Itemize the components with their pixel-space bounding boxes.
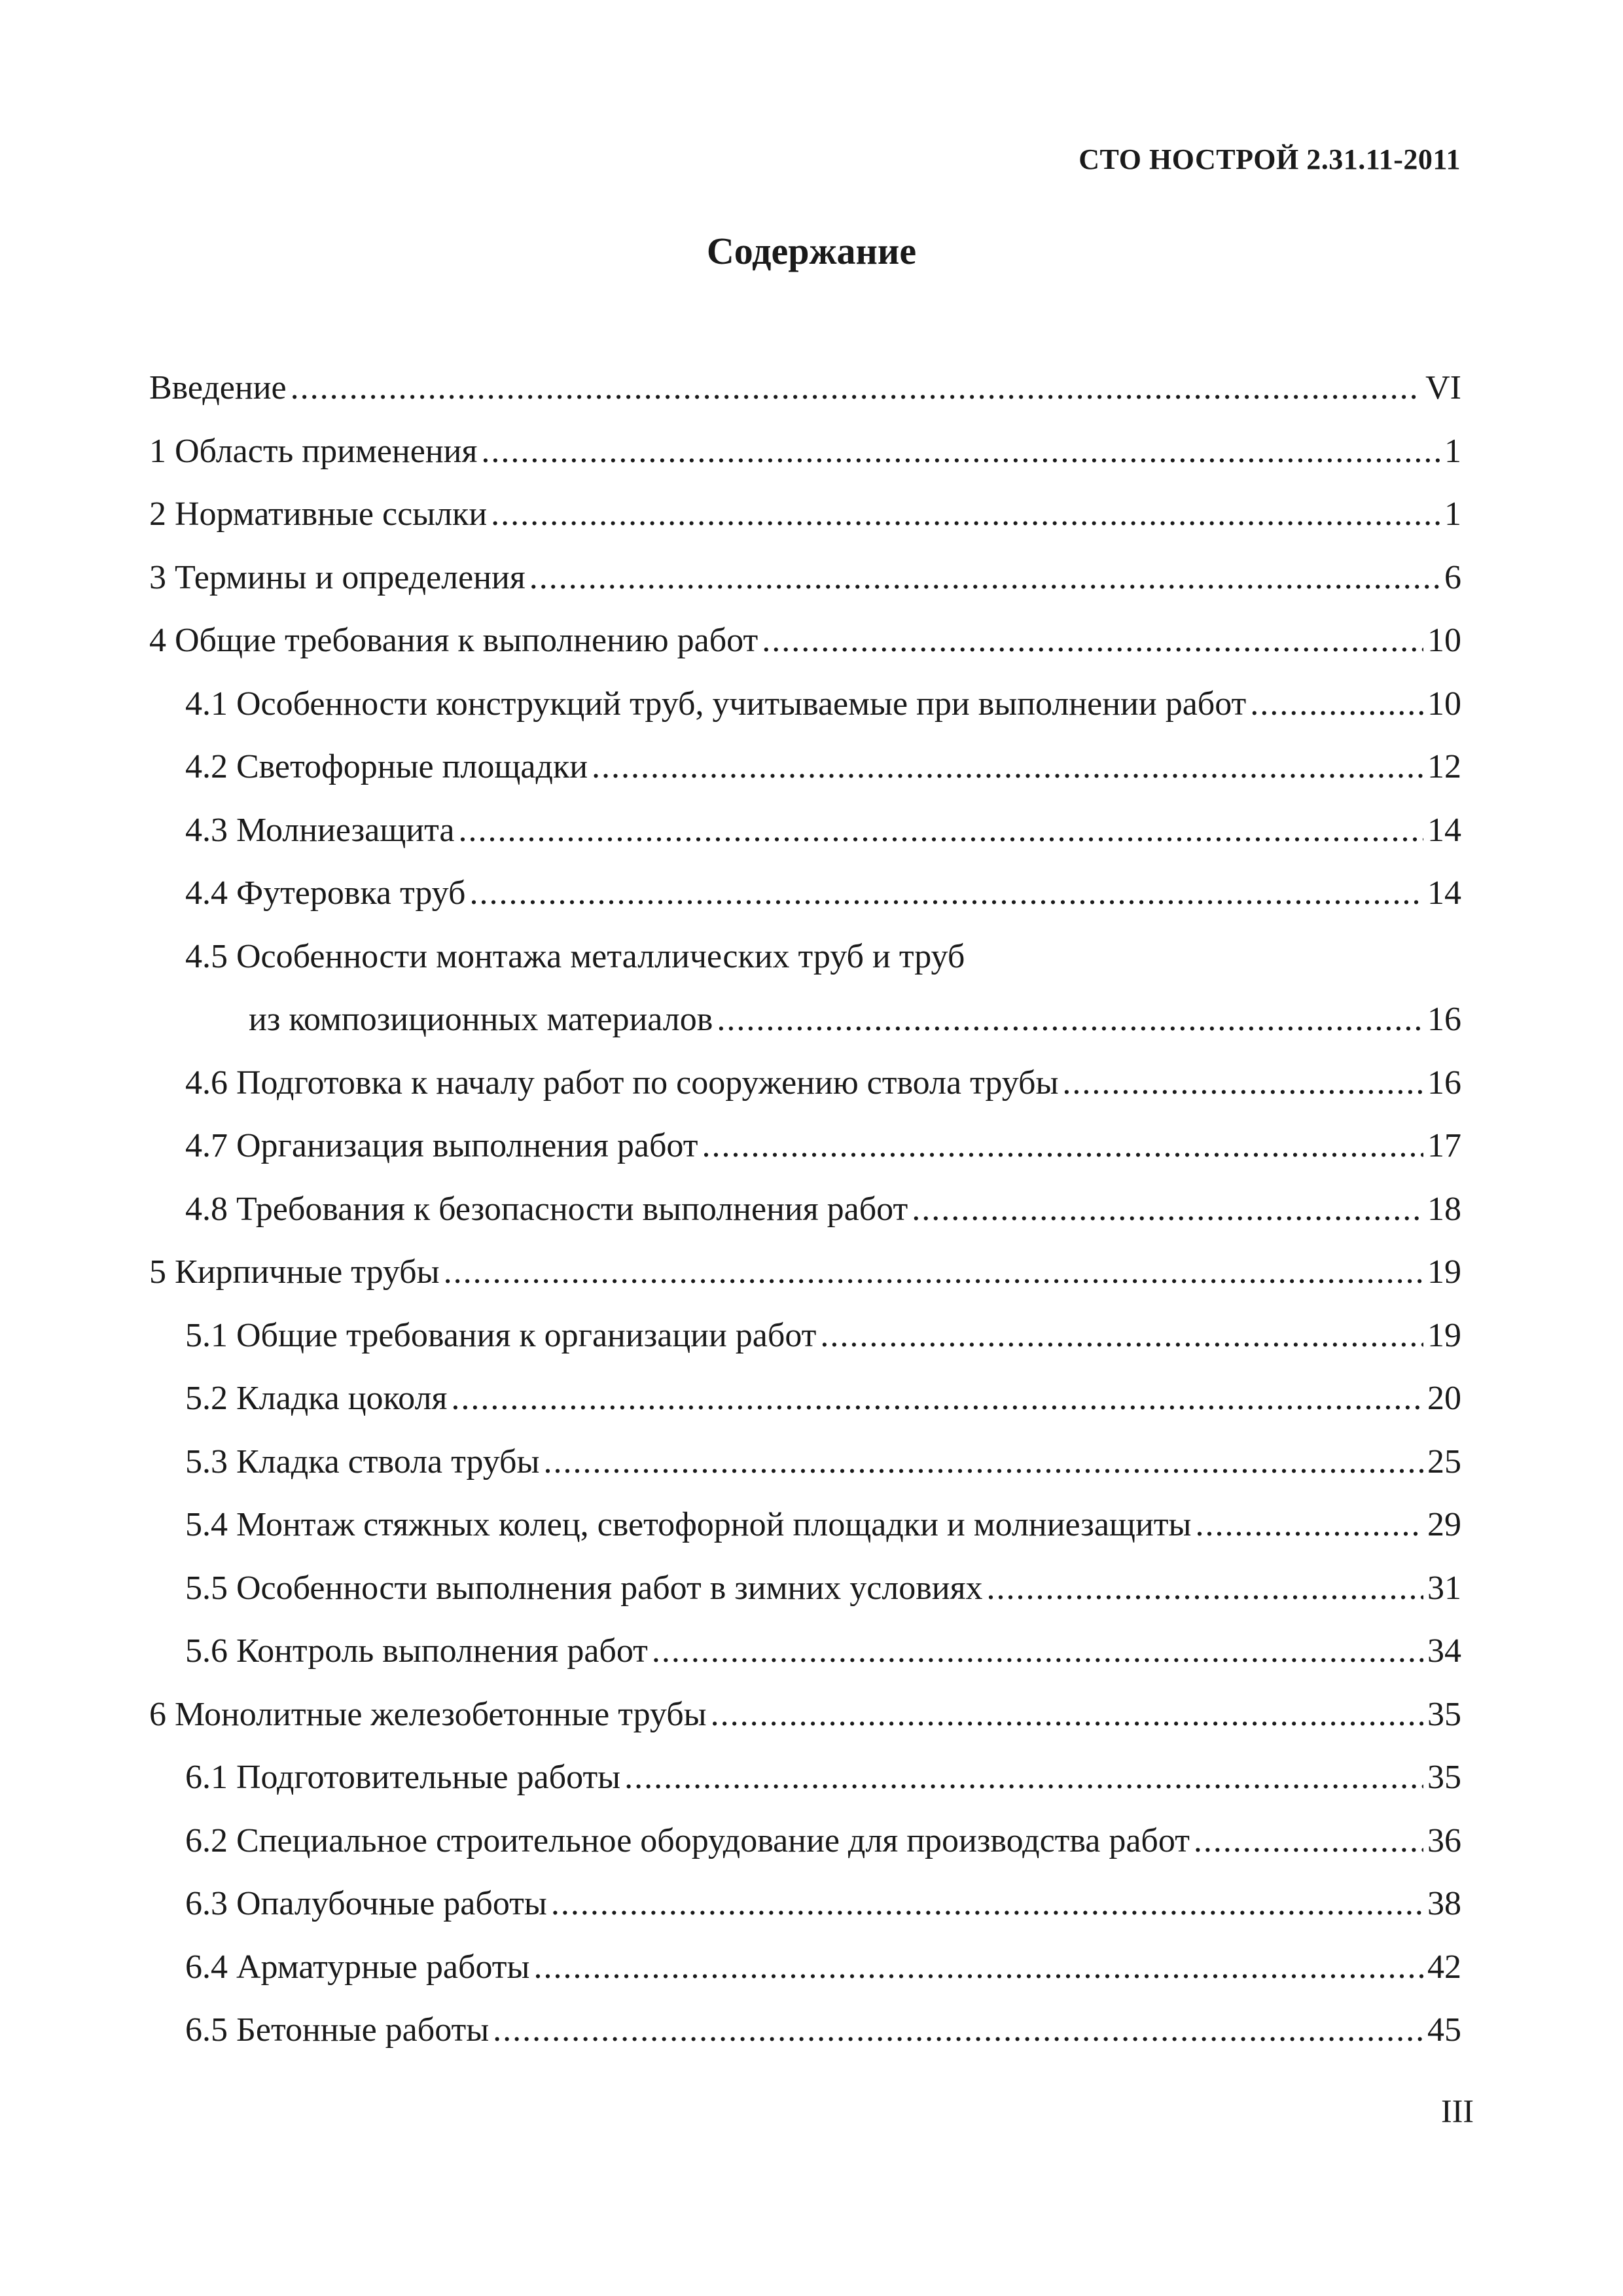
toc-entry-title: 4.7 Организация выполнения работ [185, 1127, 698, 1164]
toc-entry[interactable] [149, 1746, 1461, 1810]
page-title: Содержание [706, 230, 917, 272]
toc-entry[interactable] [149, 420, 1461, 484]
dot-leader [493, 1999, 1423, 2062]
toc-entry-title: 6 Монолитные железобетонные трубы [149, 1695, 707, 1733]
toc-entry-page: 19 [1427, 1316, 1461, 1354]
toc-entry-page: 10 [1427, 622, 1461, 659]
toc-entry-page: 16 [1427, 1001, 1461, 1038]
toc-entry-page: 45 [1427, 2011, 1461, 2049]
toc-entry-page: 14 [1427, 811, 1461, 849]
toc-entry[interactable] [149, 547, 1461, 610]
dot-leader [624, 1746, 1423, 1810]
toc-entry[interactable] [149, 609, 1461, 673]
toc-entry-title: 5.2 Кладка цоколя [185, 1380, 448, 1417]
toc-entry-title: 5 Кирпичные трубы [149, 1253, 440, 1291]
toc-entry[interactable] [149, 1367, 1461, 1431]
toc-entry-page: 25 [1427, 1443, 1461, 1480]
toc-entry[interactable] [149, 1810, 1461, 1873]
dot-leader [1250, 673, 1423, 736]
toc-entry[interactable] [149, 483, 1461, 547]
table-of-contents [149, 357, 1461, 2062]
toc-entry[interactable] [149, 736, 1461, 799]
toc-entry-page: 14 [1427, 874, 1461, 912]
toc-entry[interactable] [149, 862, 1461, 925]
toc-entry-page: 35 [1427, 1759, 1461, 1796]
toc-entry[interactable] [149, 1241, 1461, 1304]
dot-leader [469, 862, 1423, 925]
toc-entry-title: 6.4 Арматурные работы [185, 1948, 530, 1986]
dot-leader [1062, 1052, 1423, 1115]
toc-entry[interactable] [149, 1431, 1461, 1494]
dot-leader [592, 736, 1423, 799]
dot-leader [652, 1620, 1423, 1683]
dot-leader [459, 799, 1423, 863]
dot-leader [711, 1683, 1423, 1747]
dot-leader [481, 420, 1440, 484]
toc-entry-title: 6.5 Бетонные работы [185, 2011, 490, 2049]
toc-entry[interactable] [149, 1304, 1461, 1368]
toc-entry-page: 1 [1444, 495, 1461, 533]
toc-entry-title: 6.3 Опалубочные работы [185, 1885, 547, 1922]
dot-leader [291, 357, 1422, 420]
dot-leader [551, 1873, 1423, 1936]
dot-leader [987, 1557, 1423, 1621]
toc-entry-title: 2 Нормативные ссылки [149, 495, 488, 533]
toc-entry-page: 12 [1427, 748, 1461, 785]
toc-entry-title: из композиционных материалов [249, 1001, 713, 1038]
toc-entry-page: 36 [1427, 1821, 1461, 1859]
dot-leader [491, 483, 1440, 547]
toc-entry-page: VI [1425, 369, 1461, 406]
toc-entry-page: 16 [1427, 1064, 1461, 1102]
toc-entry-title: 4.1 Особенности конструкций труб, учитываемые при выполнении работ [185, 685, 1247, 723]
toc-entry[interactable] [149, 1178, 1461, 1242]
toc-entry-page: 34 [1427, 1632, 1461, 1670]
toc-entry[interactable] [149, 1115, 1461, 1178]
toc-entry-title: 4 Общие требования к выполнению работ [149, 622, 758, 659]
toc-entry[interactable] [149, 1683, 1461, 1747]
toc-entry[interactable] [149, 1052, 1461, 1115]
toc-entry-title: 4.8 Требования к безопасности выполнения работ [185, 1190, 908, 1228]
toc-entry[interactable] [149, 799, 1461, 863]
toc-entry-title: 6.1 Подготовительные работы [185, 1759, 621, 1796]
dot-leader [444, 1241, 1423, 1304]
toc-entry-page: 20 [1427, 1380, 1461, 1417]
toc-entry[interactable] [149, 1936, 1461, 2000]
toc-entry-page: 18 [1427, 1190, 1461, 1228]
toc-entry-page: 35 [1427, 1695, 1461, 1733]
toc-entry[interactable] [149, 925, 1461, 989]
toc-entry-page: 1 [1444, 432, 1461, 470]
dot-leader [533, 1936, 1423, 2000]
toc-entry-page: 42 [1427, 1948, 1461, 1986]
dot-leader [543, 1431, 1423, 1494]
toc-entry-page: 38 [1427, 1885, 1461, 1922]
toc-entry[interactable] [149, 673, 1461, 736]
toc-entry-page: 10 [1427, 685, 1461, 723]
dot-leader [702, 1115, 1423, 1178]
toc-entry-title: 4.3 Молниезащита [185, 811, 455, 849]
toc-entry-title: 4.5 Особенности монтажа металлических труб и труб [185, 937, 965, 975]
dot-leader [451, 1367, 1423, 1431]
toc-entry[interactable] [149, 357, 1461, 420]
toc-entry-title: 5.3 Кладка ствола трубы [185, 1443, 540, 1480]
dot-leader [762, 609, 1423, 673]
toc-entry-title: 3 Термины и определения [149, 558, 526, 596]
toc-entry[interactable] [149, 988, 1461, 1052]
toc-entry[interactable] [149, 1557, 1461, 1621]
toc-entry-title: 6.2 Специальное строительное оборудование для производства работ [185, 1821, 1190, 1859]
dot-leader [1195, 1494, 1423, 1557]
toc-entry[interactable] [149, 1620, 1461, 1683]
document-code-header: СТО НОСТРОЙ 2.31.11-2011 [1079, 143, 1461, 175]
toc-entry-title: Введение [149, 369, 287, 406]
toc-entry-page: 29 [1427, 1506, 1461, 1543]
toc-entry-title: 4.6 Подготовка к началу работ по сооружению ствола трубы [185, 1064, 1059, 1102]
toc-entry-page: 19 [1427, 1253, 1461, 1291]
toc-entry-title: 5.4 Монтаж стяжных колец, светофорной площадки и молниезащиты [185, 1506, 1192, 1543]
toc-entry-title: 4.4 Футеровка труб [185, 874, 466, 912]
toc-entry-page: 6 [1444, 558, 1461, 596]
toc-entry[interactable] [149, 1999, 1461, 2062]
dot-leader [1194, 1810, 1423, 1873]
dot-leader [717, 988, 1423, 1052]
toc-entry-title: 4.2 Светофорные площадки [185, 748, 588, 785]
toc-entry-page: 31 [1427, 1569, 1461, 1607]
toc-entry-title: 5.5 Особенности выполнения работ в зимних условиях [185, 1569, 983, 1607]
toc-entry[interactable] [149, 1494, 1461, 1557]
toc-entry[interactable] [149, 1873, 1461, 1936]
dot-leader [820, 1304, 1423, 1368]
page-number: III [1441, 2092, 1474, 2129]
dot-leader [529, 547, 1440, 610]
dot-leader [912, 1178, 1423, 1242]
toc-entry-page: 17 [1427, 1127, 1461, 1164]
toc-entry-title: 5.1 Общие требования к организации работ [185, 1316, 817, 1354]
toc-entry-title: 5.6 Контроль выполнения работ [185, 1632, 648, 1670]
toc-entry-title: 1 Область применения [149, 432, 478, 470]
